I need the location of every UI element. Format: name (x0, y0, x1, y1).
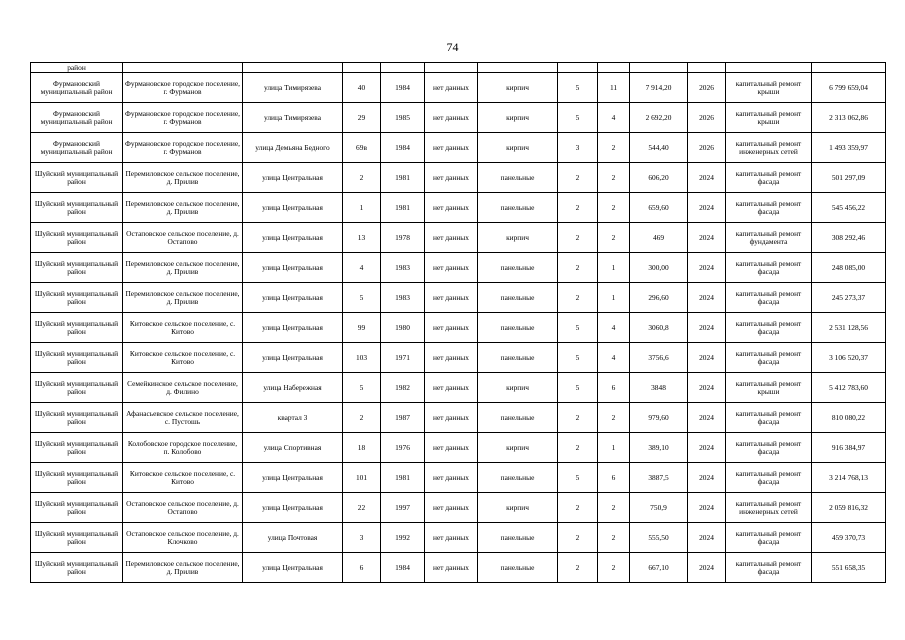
plan-year-cell: 2024 (688, 313, 726, 343)
wall-material-cell: кирпич (478, 373, 558, 403)
area-cell: 389,10 (630, 433, 688, 463)
street-cell: улица Тимирязева (243, 73, 343, 103)
build-year-cell: 1984 (381, 133, 425, 163)
table-row (31, 283, 886, 313)
settlement-cell: Перемиловское сельское поселение, д. Прилив (123, 193, 243, 223)
wall-material-cell: кирпич (478, 223, 558, 253)
empty-cell (381, 63, 425, 73)
table-continuation-row (31, 63, 886, 73)
cost-cell: 245 273,37 (812, 283, 886, 313)
house-number-cell: 22 (343, 493, 381, 523)
table-row (31, 553, 886, 583)
area-cell: 544,40 (630, 133, 688, 163)
build-year-cell: 1984 (381, 73, 425, 103)
settlement-cell: Фурмановское городское поселение, г. Фурманов (123, 73, 243, 103)
plan-year-cell: 2024 (688, 463, 726, 493)
area-cell: 979,60 (630, 403, 688, 433)
street-cell: улица Спортивная (243, 433, 343, 463)
no-data-cell: нет данных (425, 73, 478, 103)
street-cell: улица Тимирязева (243, 103, 343, 133)
empty-cell (425, 63, 478, 73)
wall-material-cell: панельные (478, 523, 558, 553)
house-number-cell: 5 (343, 373, 381, 403)
no-data-cell: нет данных (425, 343, 478, 373)
build-year-cell: 1985 (381, 103, 425, 133)
cost-cell: 5 412 783,60 (812, 373, 886, 403)
entrances-cell: 2 (598, 223, 630, 253)
work-type-cell: капитальный ремонт крыши (726, 103, 812, 133)
floors-cell: 2 (558, 553, 598, 583)
entrances-cell: 6 (598, 373, 630, 403)
work-type-cell: капитальный ремонт фасада (726, 433, 812, 463)
settlement-cell: Афанасьевское сельское поселение, с. Пустошь (123, 403, 243, 433)
empty-cell (812, 63, 886, 73)
area-cell: 3848 (630, 373, 688, 403)
plan-year-cell: 2024 (688, 343, 726, 373)
area-cell: 606,20 (630, 163, 688, 193)
settlement-cell: Китовское сельское поселение, с. Китово (123, 343, 243, 373)
wall-material-cell: кирпич (478, 493, 558, 523)
no-data-cell: нет данных (425, 463, 478, 493)
work-type-cell: капитальный ремонт фасада (726, 553, 812, 583)
work-type-cell: капитальный ремонт крыши (726, 373, 812, 403)
street-cell: улица Центральная (243, 313, 343, 343)
entrances-cell: 4 (598, 313, 630, 343)
work-type-cell: капитальный ремонт фасада (726, 313, 812, 343)
floors-cell: 2 (558, 493, 598, 523)
floors-cell: 2 (558, 253, 598, 283)
street-cell: улица Центральная (243, 463, 343, 493)
build-year-cell: 1980 (381, 313, 425, 343)
table-row (31, 523, 886, 553)
wall-material-cell: кирпич (478, 133, 558, 163)
street-cell: улица Центральная (243, 343, 343, 373)
entrances-cell: 2 (598, 523, 630, 553)
build-year-cell: 1978 (381, 223, 425, 253)
table-row (31, 343, 886, 373)
plan-year-cell: 2024 (688, 283, 726, 313)
empty-cell (478, 63, 558, 73)
wall-material-cell: кирпич (478, 103, 558, 133)
settlement-cell: Китовское сельское поселение, с. Китово (123, 313, 243, 343)
area-cell: 300,00 (630, 253, 688, 283)
district-cell: Шуйский муниципальный район (31, 193, 123, 223)
house-number-cell: 99 (343, 313, 381, 343)
work-type-cell: капитальный ремонт фасада (726, 283, 812, 313)
district-cell: район (31, 63, 123, 73)
street-cell: улица Центральная (243, 223, 343, 253)
table-row (31, 103, 886, 133)
house-number-cell: 69в (343, 133, 381, 163)
work-type-cell: капитальный ремонт фасада (726, 253, 812, 283)
house-number-cell: 29 (343, 103, 381, 133)
area-cell: 7 914,20 (630, 73, 688, 103)
house-number-cell: 101 (343, 463, 381, 493)
table-row (31, 193, 886, 223)
street-cell: улица Центральная (243, 163, 343, 193)
cost-cell: 551 658,35 (812, 553, 886, 583)
district-cell: Фурмановский муниципальный район (31, 73, 123, 103)
area-cell: 3756,6 (630, 343, 688, 373)
house-number-cell: 13 (343, 223, 381, 253)
settlement-cell: Семейкинское сельское поселение, д. Филино (123, 373, 243, 403)
wall-material-cell: панельные (478, 463, 558, 493)
district-cell: Шуйский муниципальный район (31, 523, 123, 553)
empty-cell (598, 63, 630, 73)
plan-year-cell: 2026 (688, 133, 726, 163)
street-cell: улица Центральная (243, 193, 343, 223)
plan-year-cell: 2024 (688, 433, 726, 463)
house-number-cell: 2 (343, 163, 381, 193)
settlement-cell: Перемиловское сельское поселение, д. Прилив (123, 163, 243, 193)
district-cell: Шуйский муниципальный район (31, 253, 123, 283)
district-cell: Шуйский муниципальный район (31, 223, 123, 253)
cost-cell: 248 085,00 (812, 253, 886, 283)
cost-cell: 916 384,97 (812, 433, 886, 463)
street-cell: улица Центральная (243, 283, 343, 313)
entrances-cell: 11 (598, 73, 630, 103)
entrances-cell: 1 (598, 253, 630, 283)
empty-cell (630, 63, 688, 73)
entrances-cell: 1 (598, 283, 630, 313)
plan-year-cell: 2024 (688, 373, 726, 403)
district-cell: Шуйский муниципальный район (31, 373, 123, 403)
plan-year-cell: 2024 (688, 223, 726, 253)
area-cell: 2 692,20 (630, 103, 688, 133)
build-year-cell: 1982 (381, 373, 425, 403)
cost-cell: 501 297,09 (812, 163, 886, 193)
cost-cell: 308 292,46 (812, 223, 886, 253)
floors-cell: 2 (558, 403, 598, 433)
house-number-cell: 5 (343, 283, 381, 313)
no-data-cell: нет данных (425, 523, 478, 553)
work-type-cell: капитальный ремонт инженерных сетей (726, 493, 812, 523)
settlement-cell: Остаповское сельское поселение, д. Остапово (123, 223, 243, 253)
no-data-cell: нет данных (425, 133, 478, 163)
entrances-cell: 4 (598, 103, 630, 133)
wall-material-cell: панельные (478, 313, 558, 343)
settlement-cell: Перемиловское сельское поселение, д. Прилив (123, 253, 243, 283)
entrances-cell: 2 (598, 403, 630, 433)
no-data-cell: нет данных (425, 193, 478, 223)
house-number-cell: 40 (343, 73, 381, 103)
area-cell: 3887,5 (630, 463, 688, 493)
wall-material-cell: панельные (478, 163, 558, 193)
settlement-cell: Китовское сельское поселение, с. Китово (123, 463, 243, 493)
street-cell: улица Набережная (243, 373, 343, 403)
plan-year-cell: 2026 (688, 103, 726, 133)
area-cell: 667,10 (630, 553, 688, 583)
housing-repair-table (30, 62, 886, 583)
build-year-cell: 1987 (381, 403, 425, 433)
settlement-cell: Остаповское сельское поселение, д. Остапово (123, 493, 243, 523)
floors-cell: 2 (558, 163, 598, 193)
district-cell: Шуйский муниципальный район (31, 463, 123, 493)
cost-cell: 3 214 768,13 (812, 463, 886, 493)
plan-year-cell: 2026 (688, 73, 726, 103)
settlement-cell: Колобовское городское поселение, п. Колобово (123, 433, 243, 463)
build-year-cell: 1997 (381, 493, 425, 523)
district-cell: Шуйский муниципальный район (31, 433, 123, 463)
empty-cell (343, 63, 381, 73)
build-year-cell: 1971 (381, 343, 425, 373)
cost-cell: 459 370,73 (812, 523, 886, 553)
house-number-cell: 103 (343, 343, 381, 373)
floors-cell: 2 (558, 523, 598, 553)
floors-cell: 5 (558, 343, 598, 373)
work-type-cell: капитальный ремонт инженерных сетей (726, 133, 812, 163)
no-data-cell: нет данных (425, 283, 478, 313)
floors-cell: 5 (558, 73, 598, 103)
street-cell: улица Демьяна Бедного (243, 133, 343, 163)
work-type-cell: капитальный ремонт фасада (726, 403, 812, 433)
floors-cell: 2 (558, 223, 598, 253)
cost-cell: 2 531 128,56 (812, 313, 886, 343)
plan-year-cell: 2024 (688, 193, 726, 223)
plan-year-cell: 2024 (688, 403, 726, 433)
no-data-cell: нет данных (425, 163, 478, 193)
no-data-cell: нет данных (425, 223, 478, 253)
floors-cell: 2 (558, 283, 598, 313)
no-data-cell: нет данных (425, 103, 478, 133)
floors-cell: 5 (558, 103, 598, 133)
floors-cell: 5 (558, 373, 598, 403)
house-number-cell: 4 (343, 253, 381, 283)
table-row (31, 433, 886, 463)
build-year-cell: 1983 (381, 283, 425, 313)
table-row (31, 133, 886, 163)
street-cell: квартал 3 (243, 403, 343, 433)
entrances-cell: 2 (598, 193, 630, 223)
work-type-cell: капитальный ремонт фасада (726, 193, 812, 223)
work-type-cell: капитальный ремонт фундамента (726, 223, 812, 253)
table-row (31, 163, 886, 193)
plan-year-cell: 2024 (688, 493, 726, 523)
build-year-cell: 1984 (381, 553, 425, 583)
district-cell: Шуйский муниципальный район (31, 553, 123, 583)
wall-material-cell: панельные (478, 193, 558, 223)
no-data-cell: нет данных (425, 313, 478, 343)
cost-cell: 2 313 062,86 (812, 103, 886, 133)
plan-year-cell: 2024 (688, 163, 726, 193)
work-type-cell: капитальный ремонт крыши (726, 73, 812, 103)
cost-cell: 1 493 359,97 (812, 133, 886, 163)
no-data-cell: нет данных (425, 403, 478, 433)
no-data-cell: нет данных (425, 253, 478, 283)
settlement-cell: Фурмановское городское поселение, г. Фурманов (123, 133, 243, 163)
empty-cell (688, 63, 726, 73)
settlement-cell: Перемиловское сельское поселение, д. Прилив (123, 283, 243, 313)
table-row (31, 313, 886, 343)
cost-cell: 2 059 816,32 (812, 493, 886, 523)
entrances-cell: 2 (598, 553, 630, 583)
settlement-cell: Остаповское сельское поселение, д. Клочково (123, 523, 243, 553)
no-data-cell: нет данных (425, 373, 478, 403)
wall-material-cell: панельные (478, 553, 558, 583)
area-cell: 750,9 (630, 493, 688, 523)
wall-material-cell: панельные (478, 343, 558, 373)
entrances-cell: 2 (598, 493, 630, 523)
cost-cell: 545 456,22 (812, 193, 886, 223)
floors-cell: 2 (558, 193, 598, 223)
work-type-cell: капитальный ремонт фасада (726, 523, 812, 553)
settlement-cell: Перемиловское сельское поселение, д. Прилив (123, 553, 243, 583)
table-row (31, 73, 886, 103)
work-type-cell: капитальный ремонт фасада (726, 163, 812, 193)
house-number-cell: 18 (343, 433, 381, 463)
build-year-cell: 1983 (381, 253, 425, 283)
empty-cell (123, 63, 243, 73)
area-cell: 659,60 (630, 193, 688, 223)
floors-cell: 3 (558, 133, 598, 163)
wall-material-cell: панельные (478, 283, 558, 313)
empty-cell (726, 63, 812, 73)
no-data-cell: нет данных (425, 493, 478, 523)
empty-cell (243, 63, 343, 73)
house-number-cell: 2 (343, 403, 381, 433)
entrances-cell: 2 (598, 163, 630, 193)
district-cell: Шуйский муниципальный район (31, 313, 123, 343)
table-row (31, 493, 886, 523)
area-cell: 555,50 (630, 523, 688, 553)
cost-cell: 810 080,22 (812, 403, 886, 433)
cost-cell: 6 799 659,04 (812, 73, 886, 103)
district-cell: Шуйский муниципальный район (31, 283, 123, 313)
area-cell: 3060,8 (630, 313, 688, 343)
district-cell: Шуйский муниципальный район (31, 403, 123, 433)
build-year-cell: 1992 (381, 523, 425, 553)
plan-year-cell: 2024 (688, 553, 726, 583)
settlement-cell: Фурмановское городское поселение, г. Фурманов (123, 103, 243, 133)
build-year-cell: 1981 (381, 163, 425, 193)
entrances-cell: 6 (598, 463, 630, 493)
house-number-cell: 6 (343, 553, 381, 583)
house-number-cell: 3 (343, 523, 381, 553)
floors-cell: 5 (558, 313, 598, 343)
street-cell: улица Центральная (243, 253, 343, 283)
house-number-cell: 1 (343, 193, 381, 223)
street-cell: улица Почтовая (243, 523, 343, 553)
area-cell: 296,60 (630, 283, 688, 313)
street-cell: улица Центральная (243, 553, 343, 583)
table-row (31, 373, 886, 403)
area-cell: 469 (630, 223, 688, 253)
entrances-cell: 1 (598, 433, 630, 463)
district-cell: Шуйский муниципальный район (31, 163, 123, 193)
wall-material-cell: панельные (478, 253, 558, 283)
entrances-cell: 2 (598, 133, 630, 163)
build-year-cell: 1981 (381, 463, 425, 493)
no-data-cell: нет данных (425, 433, 478, 463)
table-row (31, 253, 886, 283)
plan-year-cell: 2024 (688, 523, 726, 553)
wall-material-cell: панельные (478, 403, 558, 433)
floors-cell: 5 (558, 463, 598, 493)
build-year-cell: 1981 (381, 193, 425, 223)
work-type-cell: капитальный ремонт фасада (726, 343, 812, 373)
entrances-cell: 4 (598, 343, 630, 373)
no-data-cell: нет данных (425, 553, 478, 583)
wall-material-cell: кирпич (478, 433, 558, 463)
district-cell: Фурмановский муниципальный район (31, 133, 123, 163)
build-year-cell: 1976 (381, 433, 425, 463)
floors-cell: 2 (558, 433, 598, 463)
page-number: 74 (446, 40, 459, 54)
street-cell: улица Центральная (243, 493, 343, 523)
table-row (31, 463, 886, 493)
district-cell: Шуйский муниципальный район (31, 493, 123, 523)
cost-cell: 3 106 520,37 (812, 343, 886, 373)
table-row (31, 403, 886, 433)
district-cell: Шуйский муниципальный район (31, 343, 123, 373)
wall-material-cell: кирпич (478, 73, 558, 103)
table-row (31, 223, 886, 253)
work-type-cell: капитальный ремонт фасада (726, 463, 812, 493)
district-cell: Фурмановский муниципальный район (31, 103, 123, 133)
empty-cell (558, 63, 598, 73)
plan-year-cell: 2024 (688, 253, 726, 283)
